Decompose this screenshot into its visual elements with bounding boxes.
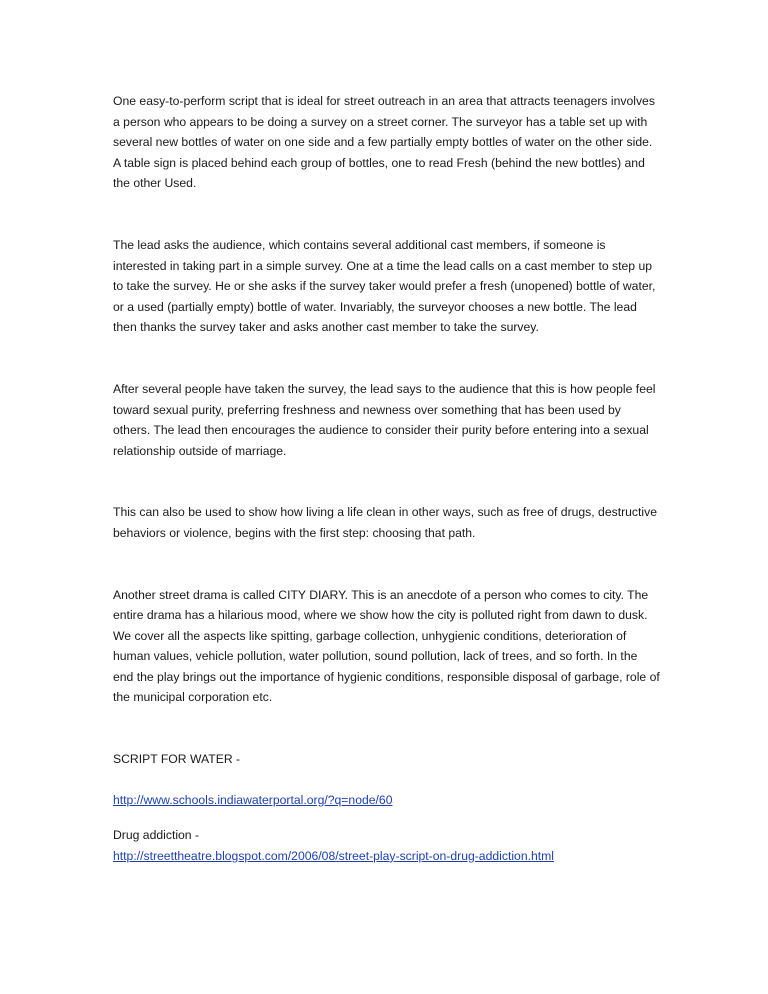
drug-addiction-heading: Drug addiction - (113, 828, 200, 843)
water-script-link[interactable]: http://www.schools.indiawaterportal.org/?q=node/60 (113, 792, 393, 807)
drug-addiction-link-line (113, 846, 661, 867)
paragraph-purity: After several people have taken the survey, the lead says to the audience that this is how people feel toward sexual purity, preferring freshness and newness over something that has been used by others. The lead then encourages the audience to consider their purity before entering into a sexual relationship outside of marriage. (113, 381, 656, 458)
paragraph-city-diary: Another street drama is called CITY DIARY. This is an anecdote of a person who comes to city. The entire drama has a hilarious mood, where we show how the city is polluted right from dawn to dusk. We cover all the aspects like spitting, garbage collection, unhygienic conditions, deterioration of human values, vehicle pollution, water pollution, sound pollution, lack of trees, and so forth. In the end the play brings out the importance of hygienic conditions, responsible disposal of garbage, role of the municipal corporation etc. (113, 587, 660, 705)
drug-addiction-link[interactable]: http://streettheatre.blogspot.com/2006/08/street-play-script-on-drug-addiction.html (113, 848, 555, 863)
paragraph-water-survey: One easy-to-perform script that is ideal for street outreach in an area that attracts teenagers involves a person who appears to be doing a survey on a street corner. The surveyor has a table set up with several new bottles of water on one side and a few partially empty bottles of water on the other side. A table sign is placed behind each group of bottles, one to read Fresh (behind the new bottles) and the other Used. (113, 94, 655, 191)
paragraph-lead-asks: The lead asks the audience, which contains several additional cast members, if someone is interested in taking part in a simple survey. One at a time the lead calls on a cast member to step up to take the survey. He or she asks if the survey taker would prefer a fresh (unopened) bottle of water, or a used (partially empty) bottle of water. Invariably, the surveyor chooses a new bottle. The lead then thanks the survey taker and asks another cast member to take the survey. (113, 237, 656, 335)
water-script-link-line (113, 790, 661, 811)
document-page (113, 91, 661, 866)
water-script-heading: SCRIPT FOR WATER - (113, 752, 241, 767)
paragraph-clean-living: This can also be used to show how living a life clean in other ways, such as free of drugs, destructive behaviors or violence, begins with the first step: choosing that path. (113, 505, 657, 540)
